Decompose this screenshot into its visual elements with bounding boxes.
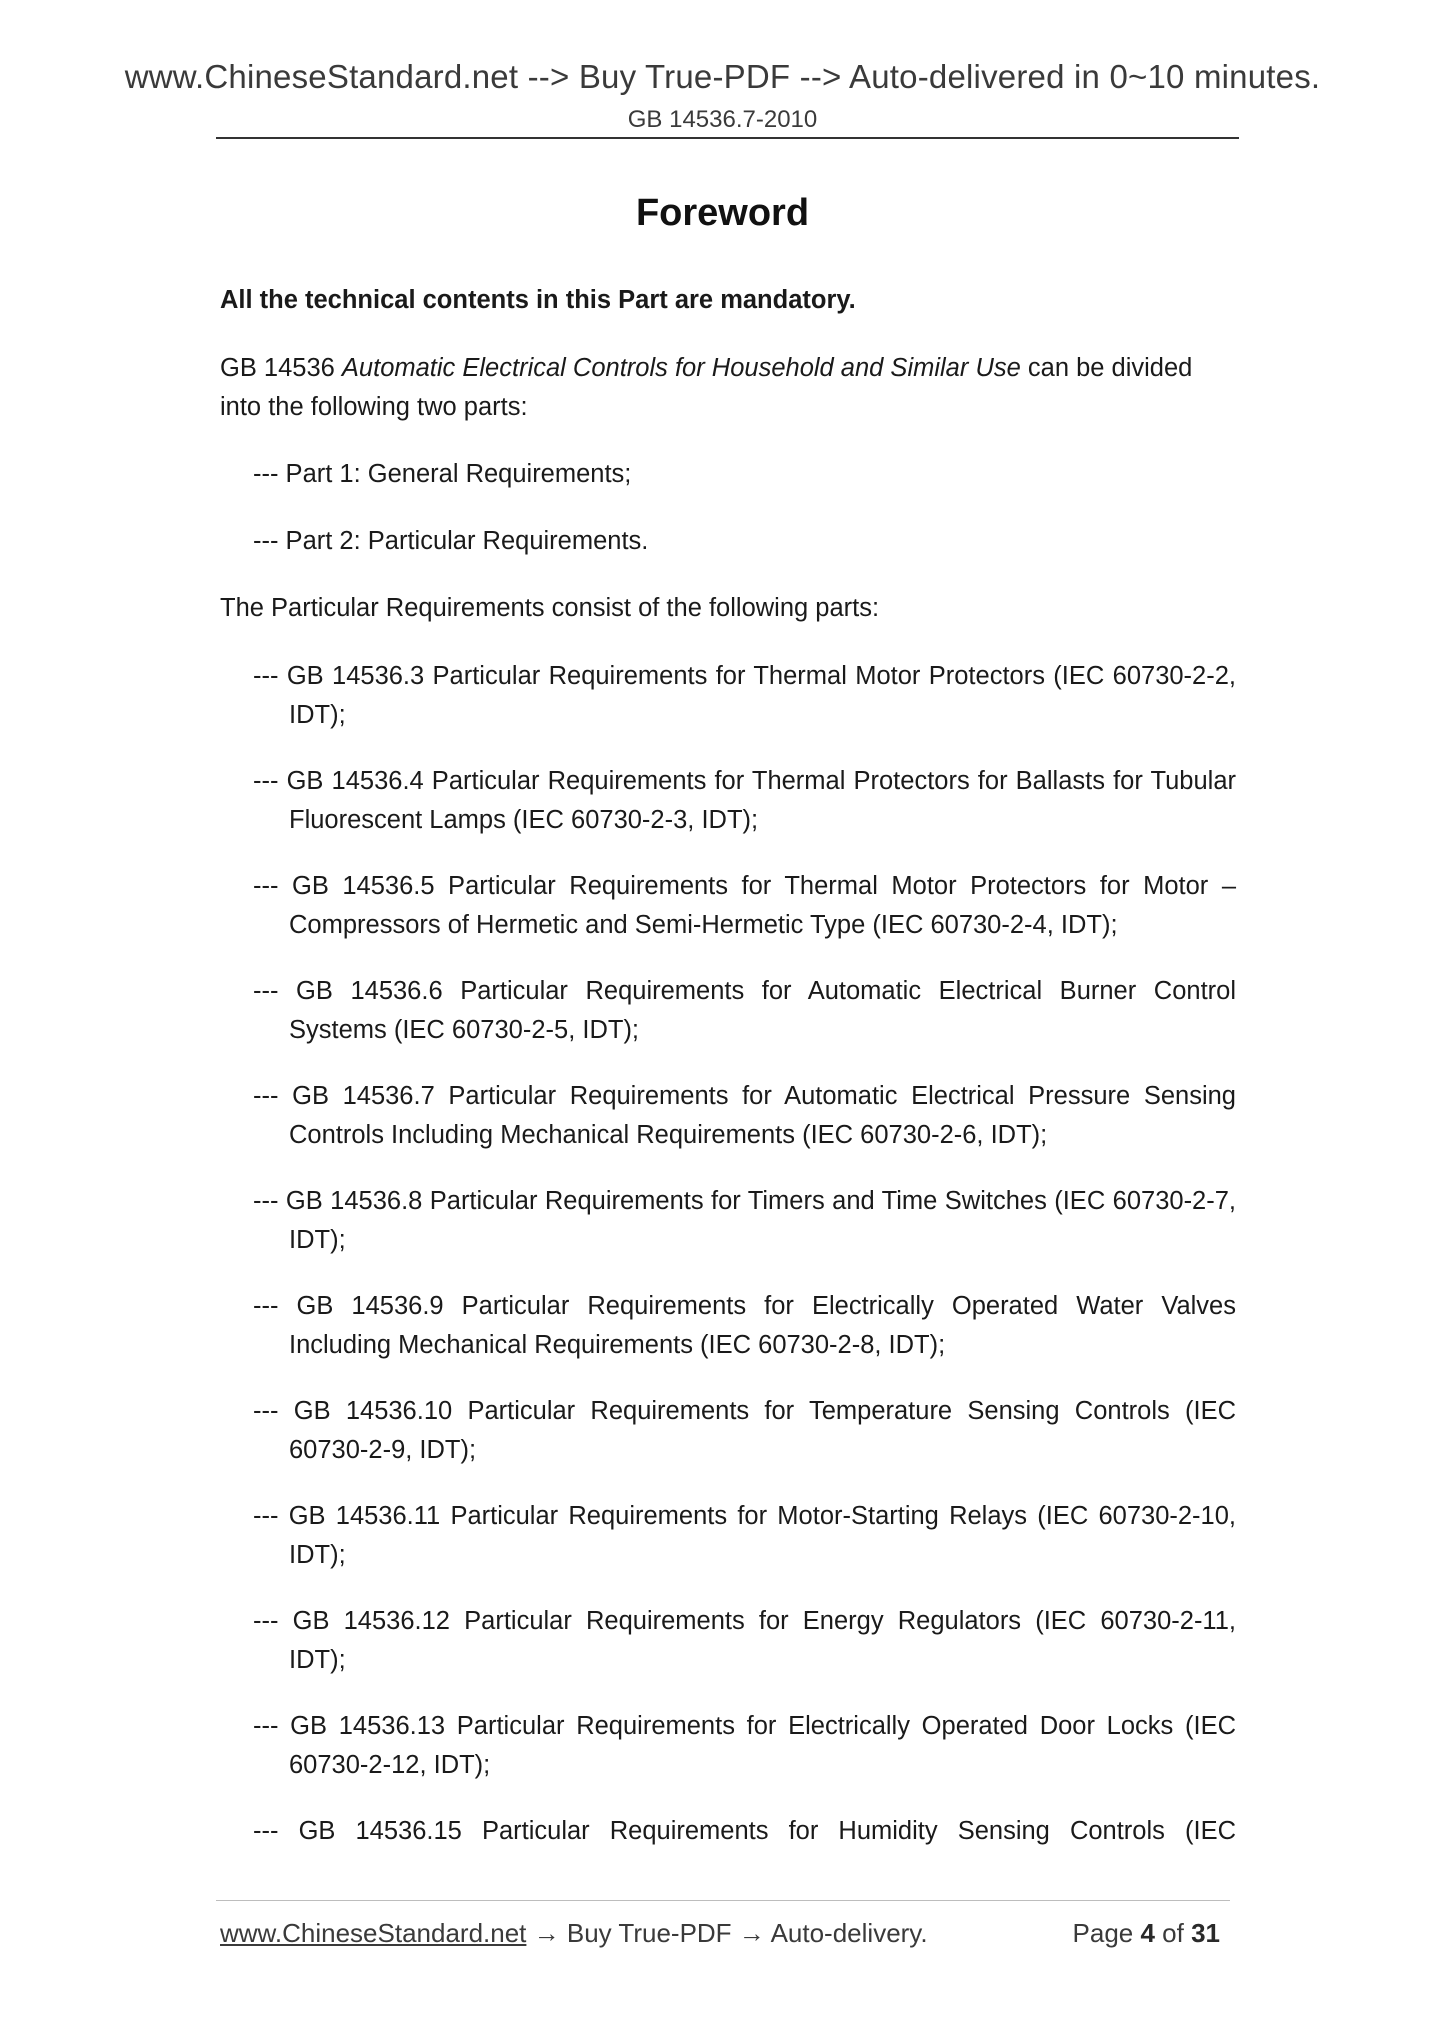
particular-intro: The Particular Requirements consist of the following parts: — [220, 594, 880, 622]
footer-delivery-text: → Buy True-PDF → Auto-delivery. — [526, 1918, 928, 1948]
page-total: 31 — [1191, 1918, 1220, 1948]
header-banner: www.ChineseStandard.net --> Buy True-PDF --> Auto-delivered in 0~10 minutes. — [124, 58, 1321, 95]
list-item-gb14536-8: --- GB 14536.8 Particular Requirements for Timers and Time Switches (IEC 60730-2-7, IDT); — [253, 1187, 1236, 1254]
standard-code: GB 14536.7-2010 — [627, 106, 818, 133]
list-item-gb14536-11: --- GB 14536.11 Particular Requirements for Motor-Starting Relays (IEC 60730-2-10, IDT); — [253, 1502, 1236, 1569]
list-item-gb14536-13: --- GB 14536.13 Particular Requirements for Electrically Operated Door Locks (IEC 60730-2-12, IDT); — [253, 1712, 1236, 1779]
footer-site-link[interactable]: www.ChineseStandard.net — [220, 1918, 527, 1948]
list-item-gb14536-4: --- GB 14536.4 Particular Requirements for Thermal Protectors for Ballasts for Tubular Fluorescent Lamps (IEC 60730-2-3, IDT); — [253, 767, 1236, 834]
list-item-part-1: --- Part 1: General Requirements; — [253, 460, 632, 488]
list-item-gb14536-12: --- GB 14536.12 Particular Requirements for Energy Regulators (IEC 60730-2-11, IDT); — [253, 1607, 1236, 1674]
page-current: 4 — [1140, 1918, 1155, 1948]
page-label: Page — [1072, 1918, 1141, 1948]
list-item-gb14536-7: --- GB 14536.7 Particular Requirements for Automatic Electrical Pressure Sensing Controls Including Mechanical Requirements (IEC 60730-2-6, IDT); — [253, 1082, 1236, 1149]
footer-divider — [216, 1900, 1230, 1901]
list-item-gb14536-5: --- GB 14536.5 Particular Requirements for Thermal Motor Protectors for Motor – Compressors of Hermetic and Semi-Hermetic Type (IEC 60730-2-4, IDT); — [253, 872, 1236, 939]
intro-paragraph — [220, 349, 1236, 426]
list-item-part-2: --- Part 2: Particular Requirements. — [253, 527, 649, 555]
page-title: Foreword — [635, 192, 810, 234]
page-indicator — [1073, 1918, 1220, 1949]
list-item-gb14536-15: --- GB 14536.15 Particular Requirements for Humidity Sensing Controls (IEC — [253, 1817, 1236, 1845]
footer-delivery — [220, 1918, 928, 1949]
intro-italic-title: Automatic Electrical Controls for Household and Similar Use — [341, 354, 1021, 382]
list-item-gb14536-10: --- GB 14536.10 Particular Requirements for Temperature Sensing Controls (IEC 60730-2-9, IDT); — [253, 1397, 1236, 1464]
mandatory-note: All the technical contents in this Part are mandatory. — [220, 286, 856, 314]
list-item-gb14536-9: --- GB 14536.9 Particular Requirements for Electrically Operated Water Valves Including Mechanical Requirements (IEC 60730-2-8, IDT); — [253, 1292, 1236, 1359]
intro-prefix: GB 14536 — [220, 354, 342, 382]
list-item-gb14536-3: --- GB 14536.3 Particular Requirements for Thermal Motor Protectors (IEC 60730-2-2, IDT); — [253, 662, 1236, 729]
page-of: of — [1154, 1918, 1192, 1948]
header-divider — [216, 137, 1239, 139]
list-item-gb14536-6: --- GB 14536.6 Particular Requirements for Automatic Electrical Burner Control Systems (IEC 60730-2-5, IDT); — [253, 977, 1236, 1044]
intro-suffix: can be divided into the following two parts: — [220, 354, 1193, 421]
